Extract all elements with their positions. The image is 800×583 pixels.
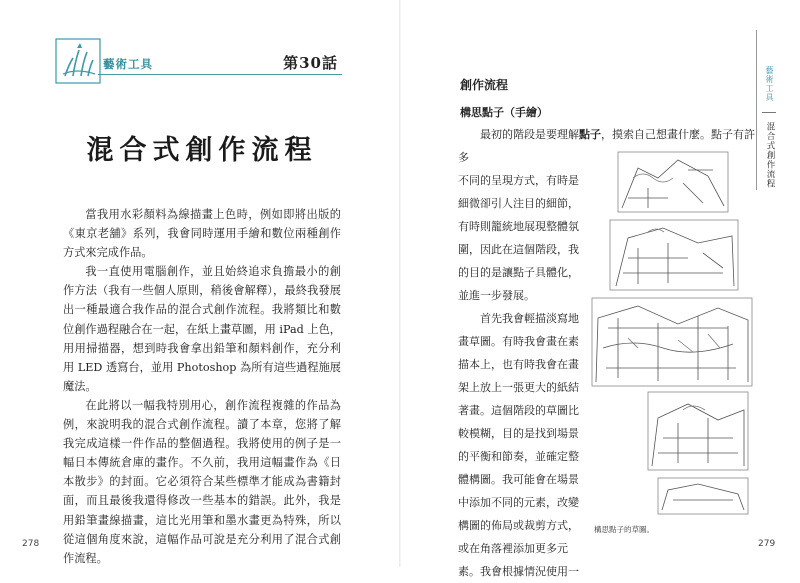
text-run: 最初的階段是要理解 bbox=[480, 128, 579, 141]
art-tools-emblem-icon bbox=[55, 38, 101, 84]
figure-caption: 構思點子的草圖。 bbox=[594, 525, 654, 534]
sketch-5 bbox=[658, 478, 748, 514]
paragraph bbox=[458, 307, 583, 583]
text-run: ，摸索自己想畫什麼。點子有許多 bbox=[458, 128, 755, 164]
text-line: 畫草圖。有時我會畫在素 bbox=[458, 335, 579, 348]
text-line: 不同的呈現方式，有時是 bbox=[458, 174, 579, 187]
paragraph: 我一直使用電腦創作，並且始終追求負擔最小的創作方法（我有一些個人原則，稍後會解釋），最終我發展出一種最適合我作品的混合式創作流程。我將類比和數位創作過程融合在一起，在紙上畫草圖，用 iPad 上色，用用掃描器，想到時我會拿出鉛筆和顏料創作，充分利用 LED 透寫台，並用 Photoshop 為所有這些過程施展魔法。 bbox=[63, 265, 341, 393]
sketch-1 bbox=[618, 152, 728, 212]
idea-sketches-image bbox=[588, 148, 756, 520]
text-line: 構圖的佈局或裁剪方式， bbox=[458, 519, 579, 532]
text-line: 中添加不同的元素，改變 bbox=[458, 496, 579, 509]
left-body-text bbox=[63, 205, 341, 568]
text-line: 或在角落裡添加更多元 bbox=[458, 542, 568, 555]
gutter bbox=[399, 0, 401, 567]
paragraph: 當我用水彩顏料為線描畫上色時，例如即將出版的《東京老舖》系列，我會同時運用手繪和數位兩種創作方式來完成作品。 bbox=[63, 208, 341, 260]
paragraph: 在此將以一幅我特別用心，創作流程複雜的作品為例，來說明我的混合式創作流程。讀了本章，您將了解我完成這樣一件作品的整個過程。我將使用的例子是一幅日本傳統倉庫的畫作。不久前，我用這幅畫作為《日本散步》的封面。它必須符合某些標準才能成為書籍封面，而且最後我還得修改一些基本的錯誤。此外，我是用鉛筆畫線描畫，這比光用筆和墨水畫更為特殊，所以從這個角度來說，這幅作品可說是充分利用了混合式創作流程。 bbox=[63, 398, 341, 565]
side-tab-divider bbox=[762, 112, 776, 113]
text-line: 描本上，也有時我會在畫 bbox=[458, 358, 579, 371]
sketch-2 bbox=[610, 220, 738, 290]
text-line: 較模糊，目的是找到場景 bbox=[458, 427, 579, 440]
text-line: 細微卻引人注目的細節， bbox=[458, 197, 579, 210]
text-line: 並進一步發展。 bbox=[458, 289, 535, 302]
text-line: 架上放上一張更大的紙結 bbox=[458, 381, 579, 394]
page-number-left: 278 bbox=[22, 539, 40, 549]
side-tab-series: 藝術工具 bbox=[765, 66, 774, 102]
episode-number: 第30話 bbox=[283, 54, 338, 72]
text-line: 的目的是讓點子具體化， bbox=[458, 266, 579, 279]
section-title: 創作流程 bbox=[460, 78, 509, 92]
text-line: 的平衡和節奏，並確定整 bbox=[458, 450, 579, 463]
header-rule bbox=[98, 74, 342, 75]
subsection-title: 構思點子（手繪） bbox=[460, 106, 548, 119]
side-tab bbox=[756, 30, 786, 550]
chapter-title: 混合式創作流程 bbox=[86, 135, 318, 166]
side-tab-title: 混合式創作流程 bbox=[765, 122, 775, 189]
series-label: 藝術工具 bbox=[103, 57, 153, 71]
sketch-3 bbox=[592, 298, 752, 386]
sketch-4 bbox=[648, 392, 748, 470]
text-line: 首先我會輕描淡寫地 bbox=[480, 312, 579, 325]
text-line: 有時則籠統地展現整體氛 bbox=[458, 220, 579, 233]
text-line: 素。我會根據情況使用一 bbox=[458, 565, 579, 578]
emphasis-keyword: 點子 bbox=[579, 128, 601, 141]
text-line: 圍，因此在這個階段，我 bbox=[458, 243, 579, 256]
page-number-right: 279 bbox=[758, 539, 776, 549]
text-line: 體構圖。我可能會在場景 bbox=[458, 473, 579, 486]
text-line: 著畫。這個階段的草圖比 bbox=[458, 404, 579, 417]
side-tab-rule bbox=[756, 30, 757, 190]
paragraph bbox=[458, 169, 583, 307]
